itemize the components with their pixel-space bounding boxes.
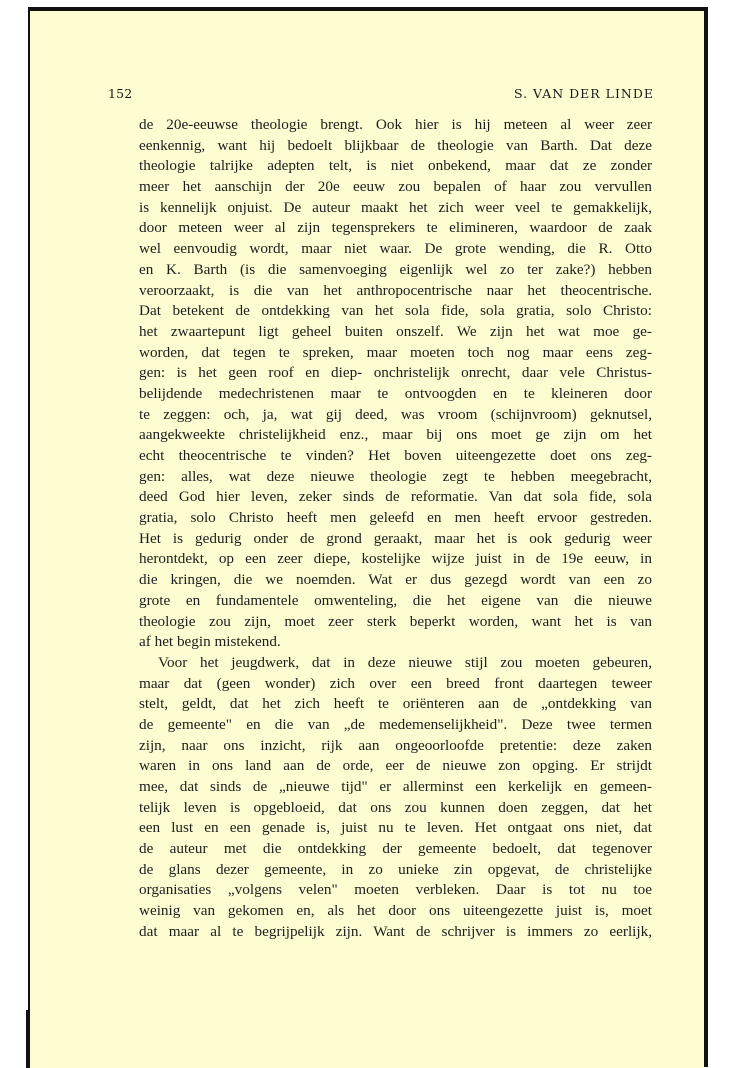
text-line: worden, dat tegen te spreken, maar moeten toch nog maar eens zeg-: [139, 343, 652, 361]
text-line: te zeggen: och, ja, wat gij deed, was vroom (schijnvroom) geknutsel,: [139, 405, 652, 423]
page-number: 152: [108, 86, 133, 101]
text-line: die kringen, die we noemden. Wat er dus gezegd wordt van een zo: [139, 571, 652, 589]
text-line: de gemeente" en die van „de medemenselijkheid". Deze twee termen: [139, 715, 652, 733]
scan-border-right: [704, 7, 708, 1067]
running-head: S. VAN DER LINDE: [513, 86, 654, 101]
text-line: de 20e-eeuwse theologie brengt. Ook hier is hij meteen al weer zeer: [139, 116, 652, 133]
text-line: Het is gedurig onder de grond geraakt, maar het is ook gedurig weer: [139, 529, 652, 547]
text-line: mee, dat sinds de „nieuwe tijd" er allerminst een kerkelijk en gemeen-: [139, 778, 652, 795]
text-line: theologie zou zijn, moet zeer sterk beperkt worden, want het is van: [139, 612, 652, 630]
text-line: is kennelijk onjuist. De auteur maakt het zich weer veel te gemakkelijk,: [139, 198, 652, 216]
text-line: de glans dezer gemeente, in zo unieke zin opgevat, de christelijke: [139, 860, 652, 878]
text-line: stelt, geldt, dat het zich heeft te oriënteren aan de „ontdekking van: [139, 695, 652, 713]
text-line: door meteen weer al zijn tegensprekers te elimineren, waardoor de zaak: [139, 219, 652, 237]
text-line: meer het aanschijn der 20e eeuw zou bepalen of haar zou vervullen: [139, 178, 652, 196]
text-line: en K. Barth (is die samenvoeging eigenlijk wel zo ter zake?) hebben: [139, 260, 652, 278]
body-text: [139, 115, 652, 943]
text-line: Voor het jeugdwerk, dat in deze nieuwe stijl zou moeten gebeuren,: [158, 653, 652, 671]
text-line: de auteur met die ontdekking der gemeente bedoelt, dat tegenover: [139, 840, 652, 858]
text-line: echt theocentrische te vinden? Het boven uiteengezette doet ons zeg-: [139, 447, 652, 464]
text-line: theologie talrijke adepten telt, is niet onbekend, maar dat ze zonder: [139, 157, 652, 175]
text-line: wel eenvoudig wordt, maar niet waar. De grote wending, die R. Otto: [139, 240, 652, 258]
text-line: grote en fundamentele omwenteling, die het eigene van die nieuwe: [139, 591, 652, 609]
text-line: telijk leven is opgebloeid, dat ons zou kunnen doen zeggen, dat het: [139, 798, 652, 816]
text-line: gen: is het geen roof en diep- onchristelijk onrecht, daar vele Christus-: [139, 364, 652, 382]
text-line: Dat betekent de ontdekking van het sola fide, sola gratia, solo Christo:: [139, 302, 652, 320]
text-line: gen: alles, wat deze nieuwe theologie zegt te hebben meegebracht,: [139, 467, 652, 485]
text-line: belijdende medechristenen maar te ontvoogden en te kleineren door: [139, 384, 652, 402]
text-line: herontdekt, op een zeer diepe, kostelijke wijze juist in de 19e eeuw, in: [139, 550, 652, 568]
text-line: zijn, naar ons inzicht, rijk aan ongeoorloofde pretentie: deze zaken: [139, 736, 652, 754]
text-line: weinig van gekomen en, als het door ons uiteengezette juist is, moet: [139, 902, 652, 920]
page-header: [108, 86, 654, 106]
text-line: dat maar al te begrijpelijk zijn. Want de schrijver is immers zo eerlijk,: [139, 922, 652, 940]
text-line: deed God hier leven, zeker sinds de reformatie. Van dat sola fide, sola: [139, 488, 652, 506]
text-line: maar dat (geen wonder) zich over een breed front daartegen teweer: [139, 674, 652, 692]
text-line: organisaties „volgens velen" moeten verbleken. Daar is tot nu toe: [139, 881, 652, 899]
text-line: veroorzaakt, is die van het anthropocentrische naar het theocentrische.: [139, 281, 652, 299]
text-line: waren in ons land aan de orde, eer de nieuwe zon opging. Er strijdt: [139, 757, 652, 775]
text-line: eenkennig, want hij bedoelt blijkbaar de theologie van Barth. Dat deze: [139, 136, 652, 154]
text-line: het zwaartepunt ligt geheel buiten onszelf. We zijn het wat moe ge-: [139, 322, 652, 340]
text-line: een lust en een genade is, juist nu te leven. Het ontgaat ons niet, dat: [139, 819, 652, 837]
text-line: aangekweekte christelijkheid enz., maar bij ons moet ge zijn om het: [139, 426, 652, 444]
text-line: gratia, solo Christo heeft men geleefd en men heeft ervoor gestreden.: [139, 509, 652, 527]
text-line: af het begin mistekend.: [139, 633, 281, 651]
